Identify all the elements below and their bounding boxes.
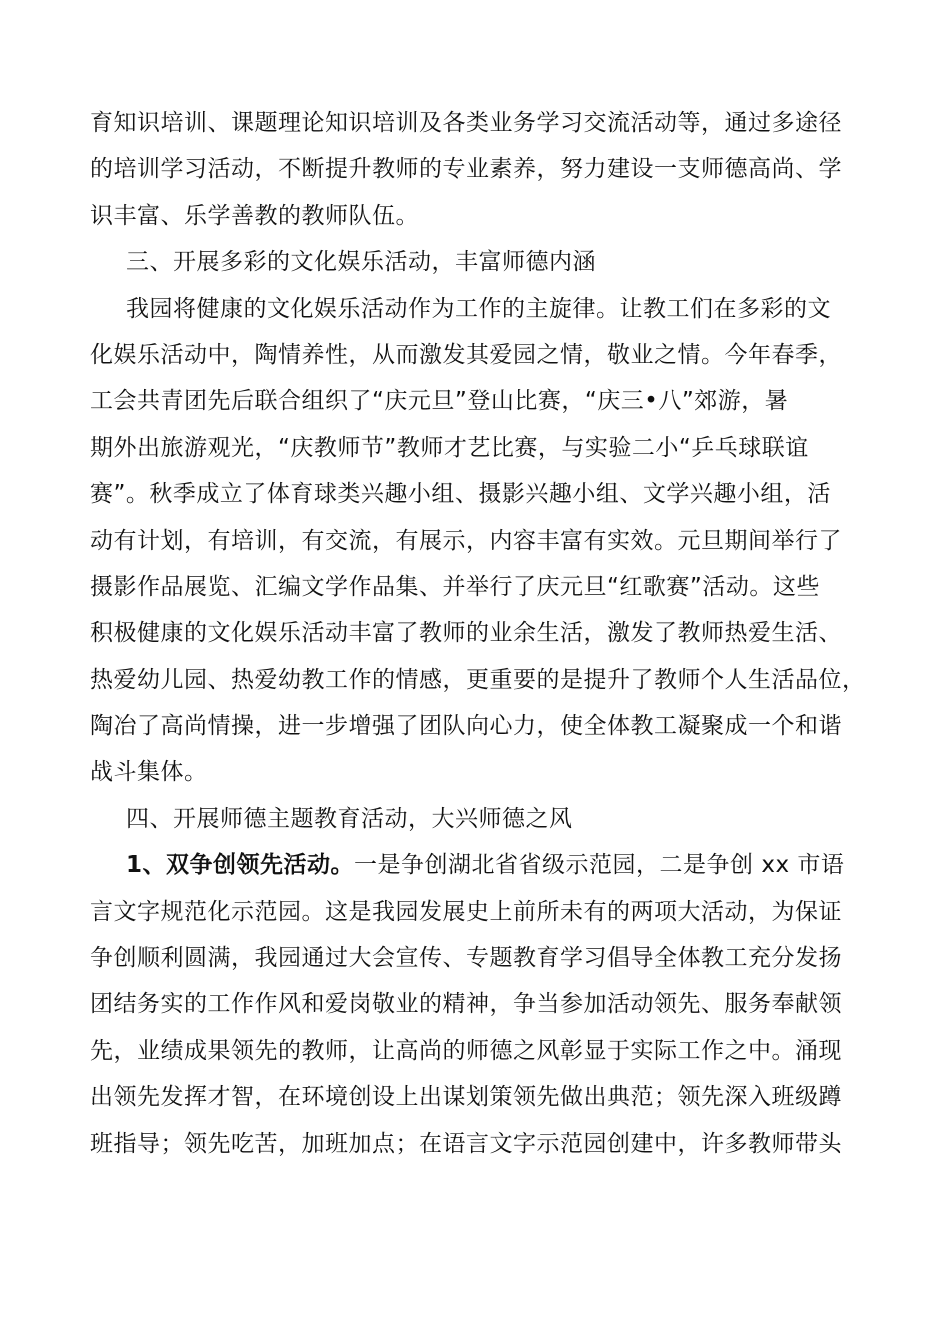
text-line: 期外出旅游观光，“庆教师节”教师才艺比赛，与实验二小“乒乓球联谊 — [90, 434, 809, 461]
text-line: 战斗集体。 — [90, 759, 208, 786]
text-line: 工会共青团先后联合组织了“庆元旦”登山比赛，“庆三•八”郊游，暑 — [90, 388, 789, 415]
text-line: 陶冶了高尚情操，进一步增强了团队向心力，使全体教工凝聚成一个和谐 — [90, 713, 842, 740]
text-line: 我园将健康的文化娱乐活动作为工作的主旋律。让教工们在多彩的文 — [126, 295, 831, 322]
text-line — [90, 842, 870, 888]
text-line: 赛”。秋季成立了体育球类兴趣小组、摄影兴趣小组、文学兴趣小组，活 — [90, 481, 831, 508]
text-line: 争创顺利圆满，我园通过大会宣传、专题教育学习倡导全体教工充分发扬 — [90, 945, 842, 972]
text-line: 化娱乐活动中，陶情养性，从而激发其爱园之情，敬业之情。今年春季， — [90, 341, 842, 368]
section-heading-4: 四、开展师德主题教育活动，大兴师德之风 — [126, 805, 573, 832]
text-line: 动有计划，有培训，有交流，有展示，内容丰富有实效。元旦期间举行了 — [90, 527, 842, 554]
subsection-title: 1、双争创领先活动。 — [126, 852, 355, 879]
text-line: 热爱幼儿园、热爱幼教工作的情感，更重要的是提升了教师个人生活品位， — [90, 666, 866, 693]
text-line: 积极健康的文化娱乐活动丰富了教师的业余生活，激发了教师热爱生活、 — [90, 620, 842, 647]
document-body — [90, 100, 870, 1167]
text-line: 的培训学习活动，不断提升教师的专业素养，努力建设一支师德高尚、学 — [90, 156, 842, 183]
text-line: 言文字规范化示范园。这是我园发展史上前所未有的两项大活动，为保证 — [90, 898, 842, 925]
text-line: 先，业绩成果领先的教师，让高尚的师德之风彰显于实际工作之中。涌现 — [90, 1037, 842, 1064]
text-line: 出领先发挥才智，在环境创设上出谋划策领先做出典范；领先深入班级蹲 — [90, 1084, 842, 1111]
text-line: 班指导；领先吃苦，加班加点；在语言文字示范园创建中，许多教师带头 — [90, 1130, 842, 1157]
text-line: 识丰富、乐学善教的教师队伍。 — [90, 202, 419, 229]
text-line: 团结务实的工作作风和爱岗敬业的精神，争当参加活动领先、服务奉献领 — [90, 991, 842, 1018]
text-line: 摄影作品展览、汇编文学作品集、并举行了庆元旦“红歌赛”活动。这些 — [90, 573, 820, 600]
text-line: 育知识培训、课题理论知识培训及各类业务学习交流活动等，通过多途径 — [90, 110, 842, 136]
text-run: 一是争创湖北省省级示范园，二是争创 xx 市语 — [354, 852, 845, 879]
section-heading-3: 三、开展多彩的文化娱乐活动，丰富师德内涵 — [126, 249, 596, 276]
